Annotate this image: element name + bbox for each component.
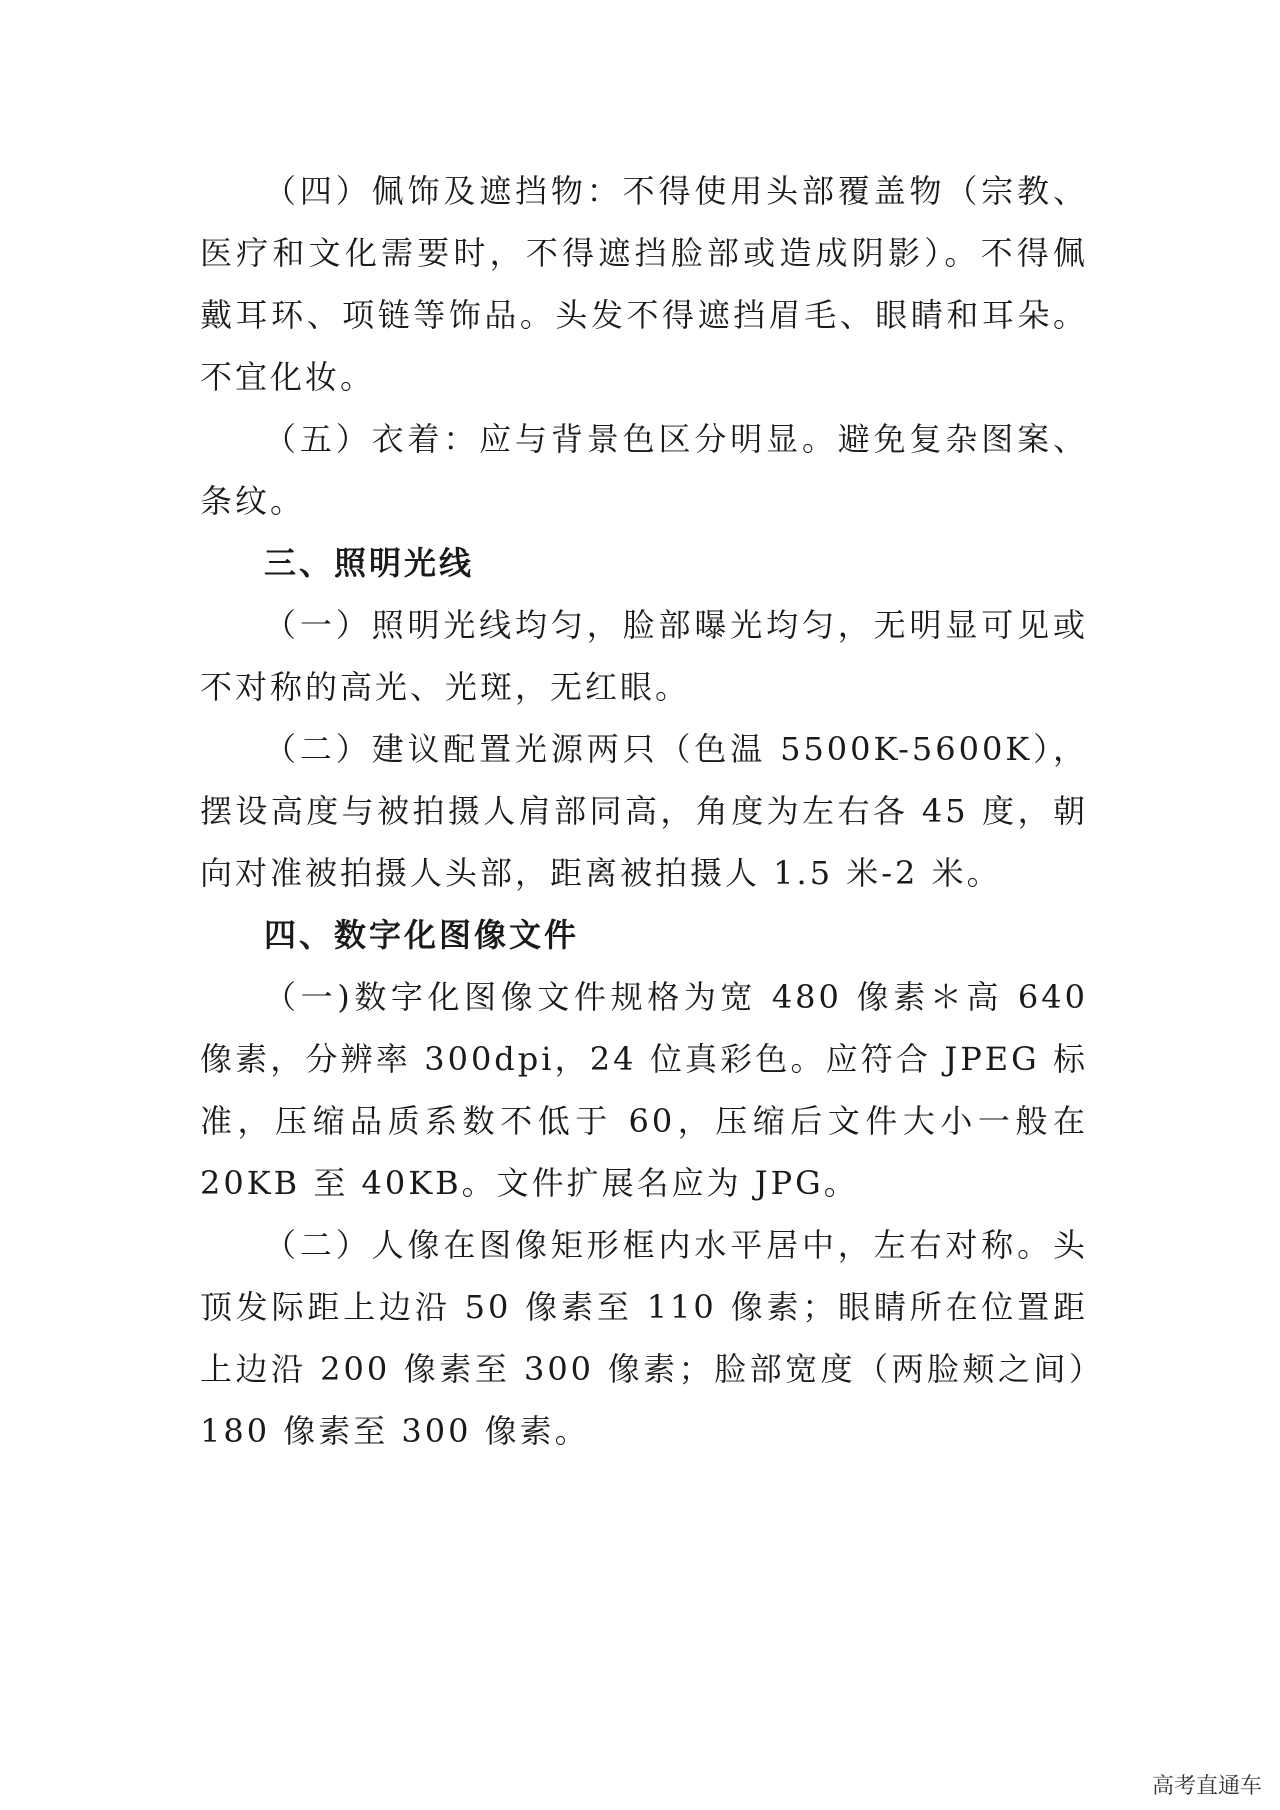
watermark-text: 高考直通车	[1151, 1774, 1262, 1799]
section-heading-lighting: 三、照明光线	[264, 544, 475, 582]
paragraph-clothing: （五）衣着：应与背景色区分明显。避免复杂图案、条纹。	[200, 420, 1088, 520]
paragraph-accessories: （四）佩饰及遮挡物：不得使用头部覆盖物（宗教、医疗和文化需要时，不得遮挡脸部或造成阴影）。不得佩戴耳环、项链等饰品。头发不得遮挡眉毛、眼睛和耳朵。不宜化妆。	[200, 172, 1088, 396]
section-heading-digital-image: 四、数字化图像文件	[264, 916, 580, 954]
paragraph-portrait-position: （二）人像在图像矩形框内水平居中，左右对称。头顶发际距上边沿 50 像素至 110 像素；眼睛所在位置距上边沿 200 像素至 300 像素；脸部宽度（两脸颊之间）180 像素至 300 像素。	[200, 1226, 1088, 1450]
paragraph-lighting-uniform: （一）照明光线均匀，脸部曝光均匀，无明显可见或不对称的高光、光斑，无红眼。	[200, 606, 1088, 706]
document-body	[200, 160, 1088, 1462]
paragraph-image-spec: （一)数字化图像文件规格为宽 480 像素＊高 640 像素，分辨率 300dpi，24 位真彩色。应符合 JPEG 标准，压缩品质系数不低于 60，压缩后文件大小一般在 20KB 至 40KB。文件扩展名应为 JPG。	[200, 978, 1088, 1202]
paragraph-light-source: （二）建议配置光源两只（色温 5500K-5600K），摆设高度与被拍摄人肩部同高，角度为左右各 45 度，朝向对准被拍摄人头部，距离被拍摄人 1.5 米-2 米。	[200, 730, 1088, 892]
